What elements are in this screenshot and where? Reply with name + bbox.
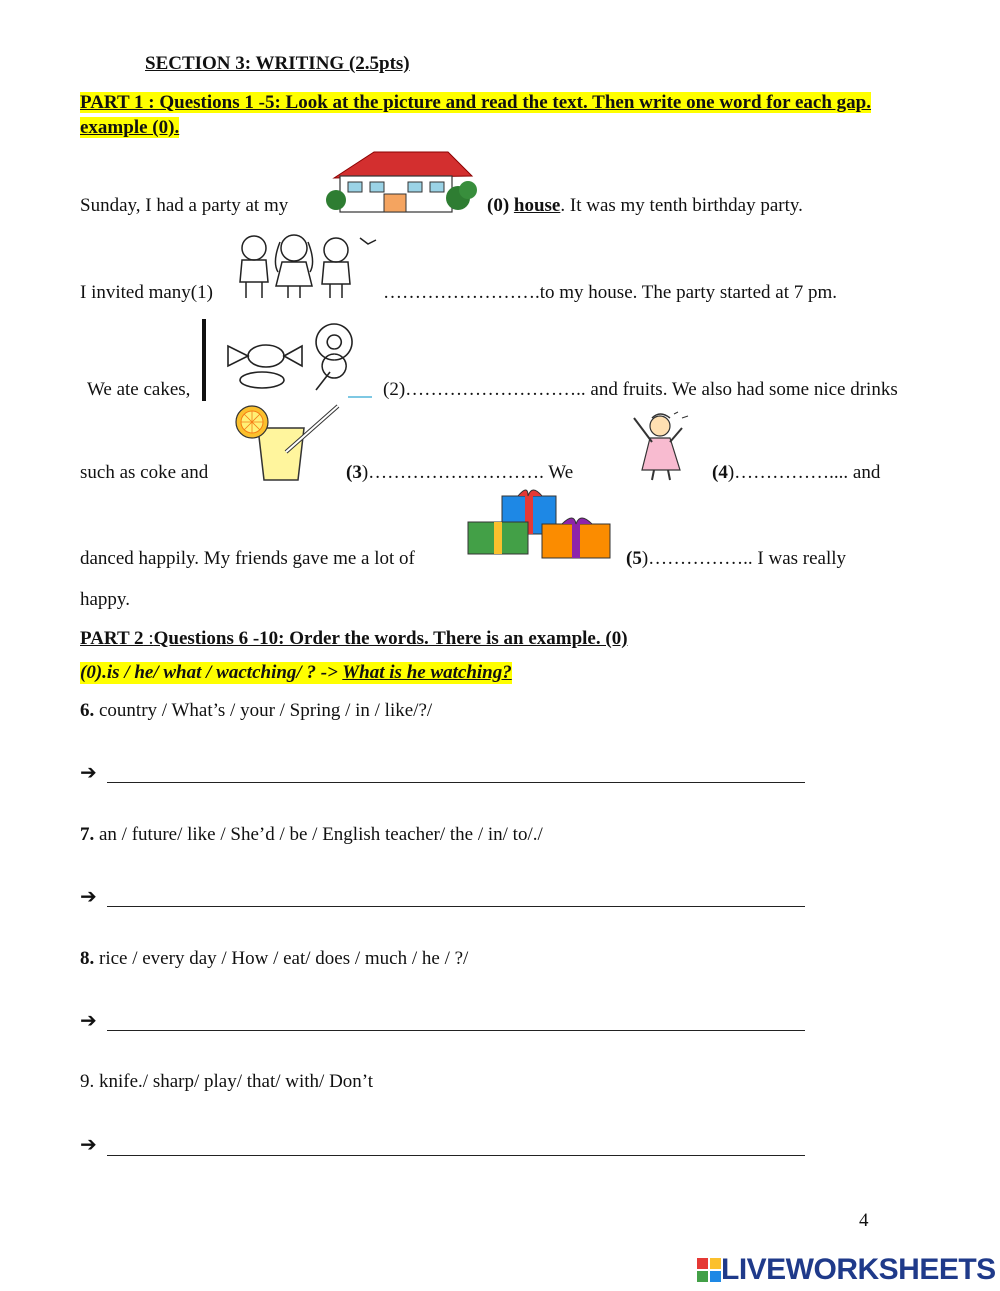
arrow-icon: ➔ xyxy=(80,1008,97,1032)
part1-line4-q4 xyxy=(712,462,880,484)
q3-number: (3 xyxy=(346,462,362,483)
image-border xyxy=(202,319,206,401)
lemonade-icon xyxy=(228,402,344,484)
logo-blocks-icon xyxy=(697,1258,721,1282)
question-number: 6. xyxy=(80,700,95,721)
page-number: 4 xyxy=(859,1210,869,1231)
part1-line4-before: such as coke and xyxy=(80,462,209,483)
children-icon xyxy=(232,232,380,300)
part1-line3-after: (2)……………………….. and fruits. We also had some nice drinks xyxy=(383,379,898,400)
sweets-icon xyxy=(220,332,376,394)
logo-text: LIVEWORKSHEETS xyxy=(721,1253,996,1286)
part1-line1-rest xyxy=(487,195,803,217)
part2-example xyxy=(80,662,512,684)
question-text: rice / every day / How / eat/ does / much / he / ?/ xyxy=(94,948,469,969)
example-answer-sentence: What is he watching? xyxy=(342,662,512,683)
q5-number: (5 xyxy=(626,548,642,569)
answer-line-6[interactable] xyxy=(107,782,805,783)
part1-line2-after: …………………….to my house. The party started at 7 pm. xyxy=(383,282,838,303)
arrow-icon: ➔ xyxy=(80,1132,97,1156)
part2-label: PART 2 xyxy=(80,628,144,649)
question-text: knife./ sharp/ play/ that/ with/ Don’t xyxy=(94,1071,374,1092)
blue-mark xyxy=(348,396,372,398)
question-9 xyxy=(80,1071,373,1093)
house-icon xyxy=(326,150,478,216)
q4-number: (4 xyxy=(712,462,728,483)
answer-line-8[interactable] xyxy=(107,1030,805,1031)
arrow-icon: ➔ xyxy=(80,760,97,784)
part1-line1-after: . It was my tenth birthday party. xyxy=(560,195,803,216)
answer-line-9[interactable] xyxy=(107,1155,805,1156)
question-7 xyxy=(80,824,543,846)
part2-heading xyxy=(80,628,628,650)
example-answer: house xyxy=(513,195,561,216)
example-question: (0).is / he/ what / wactching/ ? -> xyxy=(80,662,338,683)
q3-blank: )………………………. We xyxy=(361,462,574,483)
arrow-icon: ➔ xyxy=(80,884,97,908)
singing-girl-icon xyxy=(612,408,710,480)
part2-sep: : xyxy=(143,628,154,649)
question-text: an / future/ like / She’d / be / English teacher/ the / in/ to/./ xyxy=(94,824,543,845)
liveworksheets-logo xyxy=(697,1254,996,1286)
q5-blank: )…………….. I was really xyxy=(641,548,847,569)
part1-line4-q3 xyxy=(346,462,573,484)
question-6 xyxy=(80,700,432,722)
part1-heading-text: PART 1 : Questions 1 -5: Look at the picture and read the text. Then write one word for each gap. example (0). xyxy=(80,92,871,138)
part1-line5-before: danced happily. My friends gave me a lot of xyxy=(80,548,415,569)
question-number: 9. xyxy=(80,1071,95,1092)
question-text: country / What’s / your / Spring / in / like/?/ xyxy=(94,700,433,721)
question-8 xyxy=(80,948,468,970)
example-number: (0) xyxy=(487,195,510,216)
section-title: SECTION 3: WRITING (2.5pts) xyxy=(145,53,410,74)
q4-blank: )…………….... and xyxy=(727,462,881,483)
part1-line2-before: I invited many(1) xyxy=(80,282,213,303)
part1-line5-q5 xyxy=(626,548,846,570)
gifts-icon xyxy=(462,488,622,564)
question-number: 8. xyxy=(80,948,95,969)
question-number: 7. xyxy=(80,824,95,845)
part2-heading-rest: Questions 6 -10: Order the words. There is an example. (0) xyxy=(153,628,628,649)
part1-line3-before: We ate cakes, xyxy=(87,379,191,400)
answer-line-7[interactable] xyxy=(107,906,805,907)
part1-line6: happy. xyxy=(80,589,130,610)
part1-line1-before: Sunday, I had a party at my xyxy=(80,195,289,216)
part1-heading xyxy=(80,90,940,140)
